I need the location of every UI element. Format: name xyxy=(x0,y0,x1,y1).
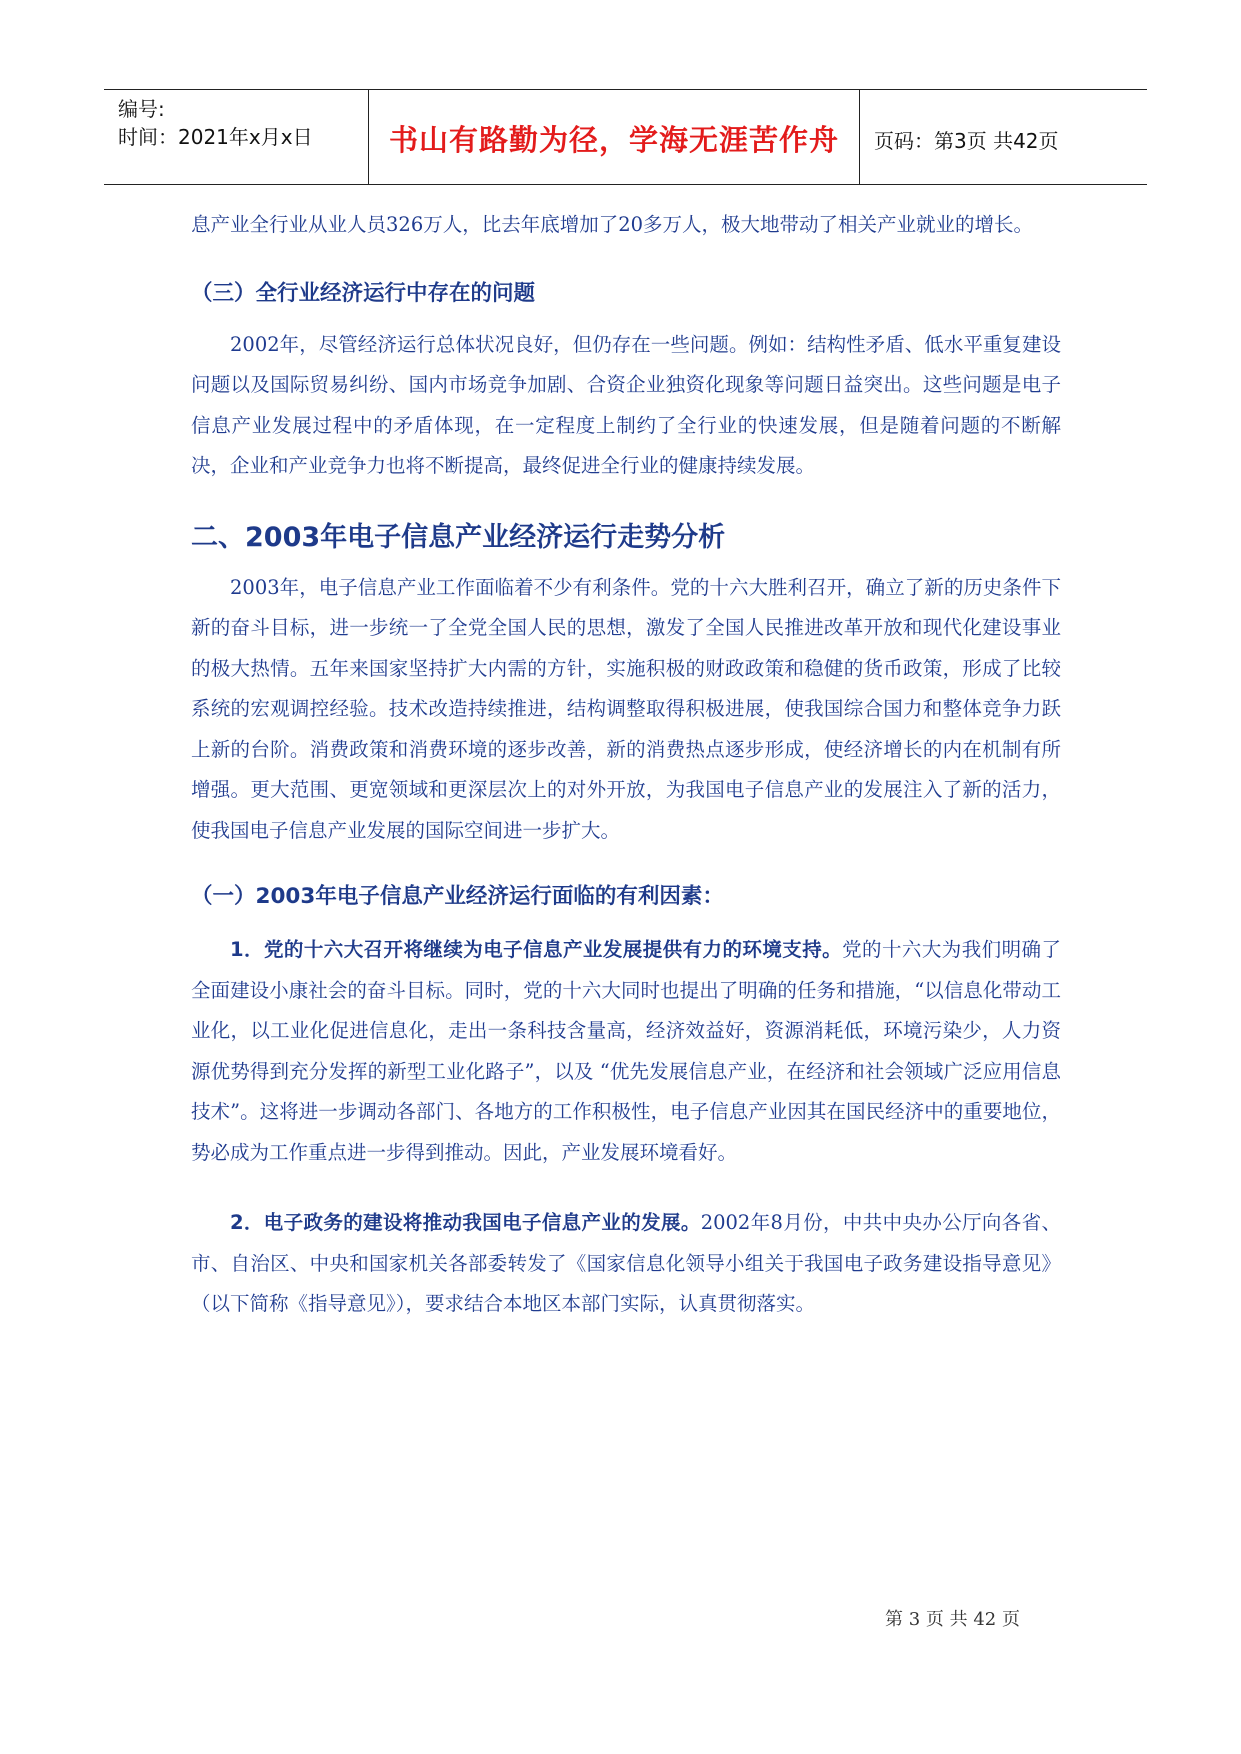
list-item-e-government-title: 2．电子政务的建设将推动我国电子信息产业的发展。 xyxy=(230,1211,701,1234)
section-heading-problems: （三）全行业经济运行中存在的问题 xyxy=(191,280,536,306)
document-body xyxy=(191,205,1061,1325)
list-item-party-congress xyxy=(191,930,1061,1173)
list-item-party-congress-title: 1．党的十六大召开将继续为电子信息产业发展提供有力的环境支持。 xyxy=(230,938,843,961)
header-page-cell xyxy=(860,90,1147,184)
document-header xyxy=(104,89,1147,185)
list-item-e-government xyxy=(191,1203,1061,1325)
header-motto-cell xyxy=(369,90,860,184)
list-item-party-congress-text: 党的十六大为我们明确了全面建设小康社会的奋斗目标。同时，党的十六大同时也提出了明确的任务和措施，“以信息化带动工业化，以工业化促进信息化，走出一条科技含量高，经济效益好，资源消耗低，环境污染少，人力资源优势得到充分发挥的新型工业化路子”，以及 “优先发展信息产业，在经济和社会领域广泛应用信息技术”。这将进一步调动各部门、各地方的工作积极性，电子信息产业因其在国民经济中的重要地位，势必成为工作重点进一步得到推动。因此，产业发展环境看好。 xyxy=(191,938,1061,1164)
header-motto: 书山有路勤为径，学海无涯苦作舟 xyxy=(388,123,839,157)
document-number-label: 编号: xyxy=(118,97,165,121)
list-item-e-government-text: 2002年8月份，中共中央办公厅向各省、市、自治区、中央和国家机关各部委转发了《国家信息化领导小组关于我国电子政务建设指导意见》（以下简称《指导意见》），要求结合本地区本部门实际，认真贯彻落实。 xyxy=(191,1211,1061,1315)
paragraph-favorable-conditions: 2003年，电子信息产业工作面临着不少有利条件。党的十六大胜利召开，确立了新的历史条件下新的奋斗目标，进一步统一了全党全国人民的思想，激发了全国人民推进改革开放和现代化建设事业的极大热情。五年来国家坚持扩大内需的方针，实施积极的财政政策和稳健的货币政策，形成了比较系统的宏观调控经验。技术改造持续推进，结构调整取得积极进展，使我国综合国力和整体竞争力跃上新的台阶。消费政策和消费环境的逐步改善，新的消费热点逐步形成，使经济增长的内在机制有所增强。更大范围、更宽领域和更深层次上的对外开放，为我国电子信息产业的发展注入了新的活力，使我国电子信息产业发展的国际空间进一步扩大。 xyxy=(191,575,1061,842)
header-page-number: 页码：第3页 共42页 xyxy=(874,129,1059,153)
chapter-heading-trend: 二、2003年电子信息产业经济运行走势分析 xyxy=(191,521,726,553)
section-heading-favorable-factors: （一）2003年电子信息产业经济运行面临的有利因素： xyxy=(191,884,724,909)
paragraph-employment: 息产业全行业从业人员326万人，比去年底增加了20多万人，极大地带动了相关产业就业的增长。 xyxy=(191,213,1034,236)
footer-page-number: 第 3 页 共 42 页 xyxy=(885,1609,1020,1630)
document-time-label: 时间：2021年x月x日 xyxy=(118,125,313,149)
paragraph-problems: 2002年，尽管经济运行总体状况良好，但仍存在一些问题。例如：结构性矛盾、低水平重复建设问题以及国际贸易纠纷、国内市场竞争加剧、合资企业独资化现象等问题日益突出。这些问题是电子信息产业发展过程中的矛盾体现，在一定程度上制约了全行业的快速发展，但是随着问题的不断解决，企业和产业竞争力也将不断提高，最终促进全行业的健康持续发展。 xyxy=(191,332,1061,477)
header-info-cell xyxy=(104,90,369,184)
